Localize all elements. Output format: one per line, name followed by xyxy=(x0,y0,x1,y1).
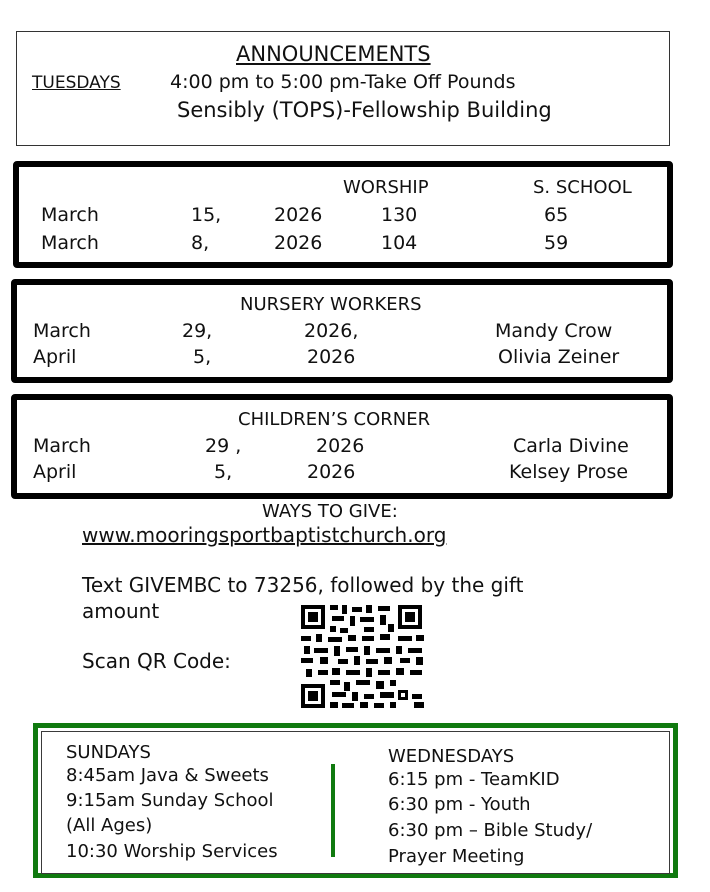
children-row-1-month: March xyxy=(33,435,91,457)
service-times-divider xyxy=(331,764,335,857)
attendance-row-1-school: 65 xyxy=(544,204,569,226)
sunday-item: 9:15am Sunday School xyxy=(66,790,274,811)
announcements-title: ANNOUNCEMENTS xyxy=(236,42,431,66)
text-give-line-2: amount xyxy=(82,599,160,623)
children-row-2-name: Kelsey Prose xyxy=(509,461,629,483)
children-row-2-day: 5, xyxy=(214,461,233,483)
attendance-row-2-year: 2026 xyxy=(274,232,323,254)
text-give-line-1: Text GIVEMBC to 73256, followed by the gift xyxy=(82,573,524,597)
announcement-day: TUESDAYS xyxy=(32,73,121,93)
attendance-row-1-month: March xyxy=(41,204,99,226)
children-row-1-name: Carla Divine xyxy=(513,435,629,457)
attendance-row-1-worship: 130 xyxy=(381,204,418,226)
nursery-row-1-month: March xyxy=(33,320,91,342)
nursery-row-2-month: April xyxy=(33,346,77,368)
wednesday-item: 6:30 pm – Bible Study/ xyxy=(388,820,593,841)
nursery-row-2-year: 2026 xyxy=(307,346,356,368)
nursery-row-2-name: Olivia Zeiner xyxy=(498,346,620,368)
wednesday-item: 6:15 pm - TeamKID xyxy=(388,769,560,790)
ways-to-give-title: WAYS TO GIVE: xyxy=(262,501,398,522)
childrens-corner-title: CHILDREN’S CORNER xyxy=(238,409,431,430)
children-row-1-day: 29 , xyxy=(205,435,242,457)
wednesday-item: 6:30 pm - Youth xyxy=(388,794,531,815)
nursery-row-1-name: Mandy Crow xyxy=(495,320,613,342)
announcement-line-1: 4:00 pm to 5:00 pm-Take Off Pounds xyxy=(170,71,516,93)
children-row-1-year: 2026 xyxy=(316,435,365,457)
wednesdays-title: WEDNESDAYS xyxy=(388,746,515,767)
attendance-row-2-worship: 104 xyxy=(381,232,418,254)
wednesday-item: Prayer Meeting xyxy=(388,846,525,867)
attendance-row-1-day: 15, xyxy=(191,204,222,226)
sunday-item: (All Ages) xyxy=(66,815,153,836)
announcement-line-2: Sensibly (TOPS)-Fellowship Building xyxy=(177,98,552,122)
sundays-title: SUNDAYS xyxy=(66,742,151,763)
attendance-row-2-day: 8, xyxy=(191,232,210,254)
attendance-row-1-year: 2026 xyxy=(274,204,323,226)
attendance-row-2-school: 59 xyxy=(544,232,569,254)
sunday-item: 8:45am Java & Sweets xyxy=(66,765,269,786)
sunday-school-header: S. SCHOOL xyxy=(533,177,632,198)
nursery-title: NURSERY WORKERS xyxy=(240,294,422,315)
nursery-row-1-day: 29, xyxy=(182,320,213,342)
qr-code-icon[interactable] xyxy=(298,602,428,712)
giving-website-link[interactable]: www.mooringsportbaptistchurch.org xyxy=(82,523,447,547)
sunday-item: 10:30 Worship Services xyxy=(66,841,278,862)
nursery-row-2-day: 5, xyxy=(193,346,212,368)
nursery-row-1-year: 2026, xyxy=(304,320,359,342)
scan-qr-label: Scan QR Code: xyxy=(82,649,231,673)
worship-header: WORSHIP xyxy=(343,177,429,198)
children-row-2-month: April xyxy=(33,461,77,483)
attendance-row-2-month: March xyxy=(41,232,99,254)
children-row-2-year: 2026 xyxy=(307,461,356,483)
